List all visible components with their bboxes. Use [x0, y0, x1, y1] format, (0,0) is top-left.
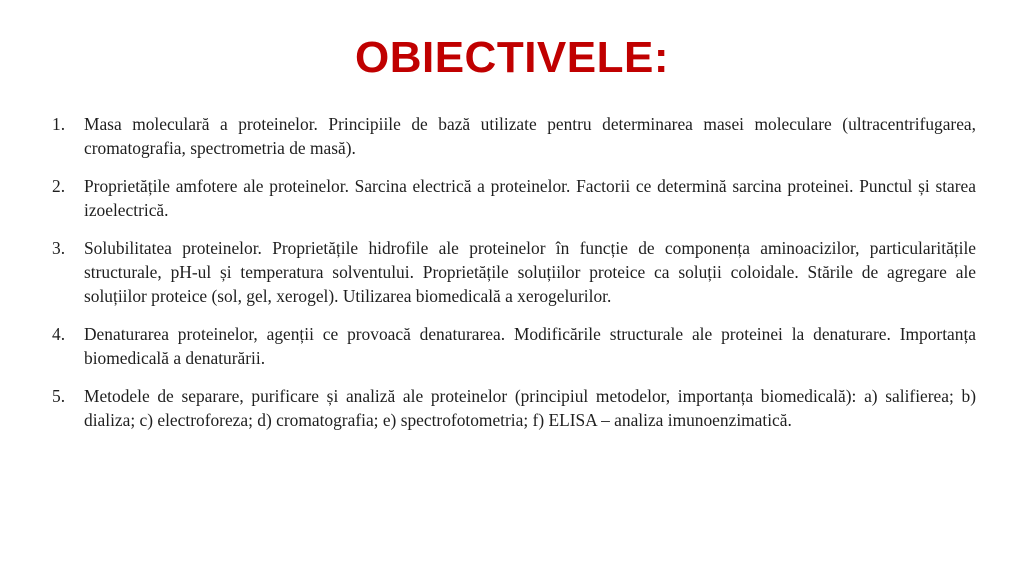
list-item-text: Masa moleculară a proteinelor. Principiile de bază utilizate pentru determinarea masei moleculare (ultracentrifugarea, cromatografia, spectrometria de masă). — [84, 114, 976, 158]
list-item — [52, 112, 976, 160]
list-item-number: 5. — [52, 386, 66, 406]
list-item-text: Proprietățile amfotere ale proteinelor. Sarcina electrică a proteinelor. Factorii ce determină sarcina proteinei. Punctul și starea izoelectrică. — [84, 176, 976, 220]
list-item-number: 1. — [52, 114, 66, 134]
list-item-text: Solubilitatea proteinelor. Proprietățile hidrofile ale proteinelor în funcție de componența aminoacizilor, particularitățile structurale, pH-ul și temperatura solventului. Proprietățile soluțiilor proteice ca soluții coloidale. Stările de agregare ale soluțiilor proteice (sol, gel, xerogel). Utilizarea biomedicală a xerogelurilor. — [84, 238, 976, 306]
list-item-number: 4. — [52, 324, 66, 344]
list-item — [52, 174, 976, 222]
list-item-text: Metodele de separare, purificare și analiză ale proteinelor (principiul metodelor, importanța biomedicală): a) salifierea; b) dializa; c) electroforeza; d) cromatografia; e) spectrofotometria; f) ELISA – analiza imunoenzimatică. — [84, 386, 976, 430]
slide-title: OBIECTIVELE: — [354, 33, 670, 82]
list-item-number: 2. — [52, 176, 66, 196]
list-item-text: Denaturarea proteinelor, agenții ce provoacă denaturarea. Modificările structurale ale proteinei la denaturare. Importanța biomedicală a denaturării. — [84, 324, 976, 368]
objectives-list — [52, 112, 976, 446]
list-item — [52, 236, 976, 308]
list-item — [52, 322, 976, 370]
list-item-number: 3. — [52, 238, 66, 258]
list-item — [52, 384, 976, 432]
